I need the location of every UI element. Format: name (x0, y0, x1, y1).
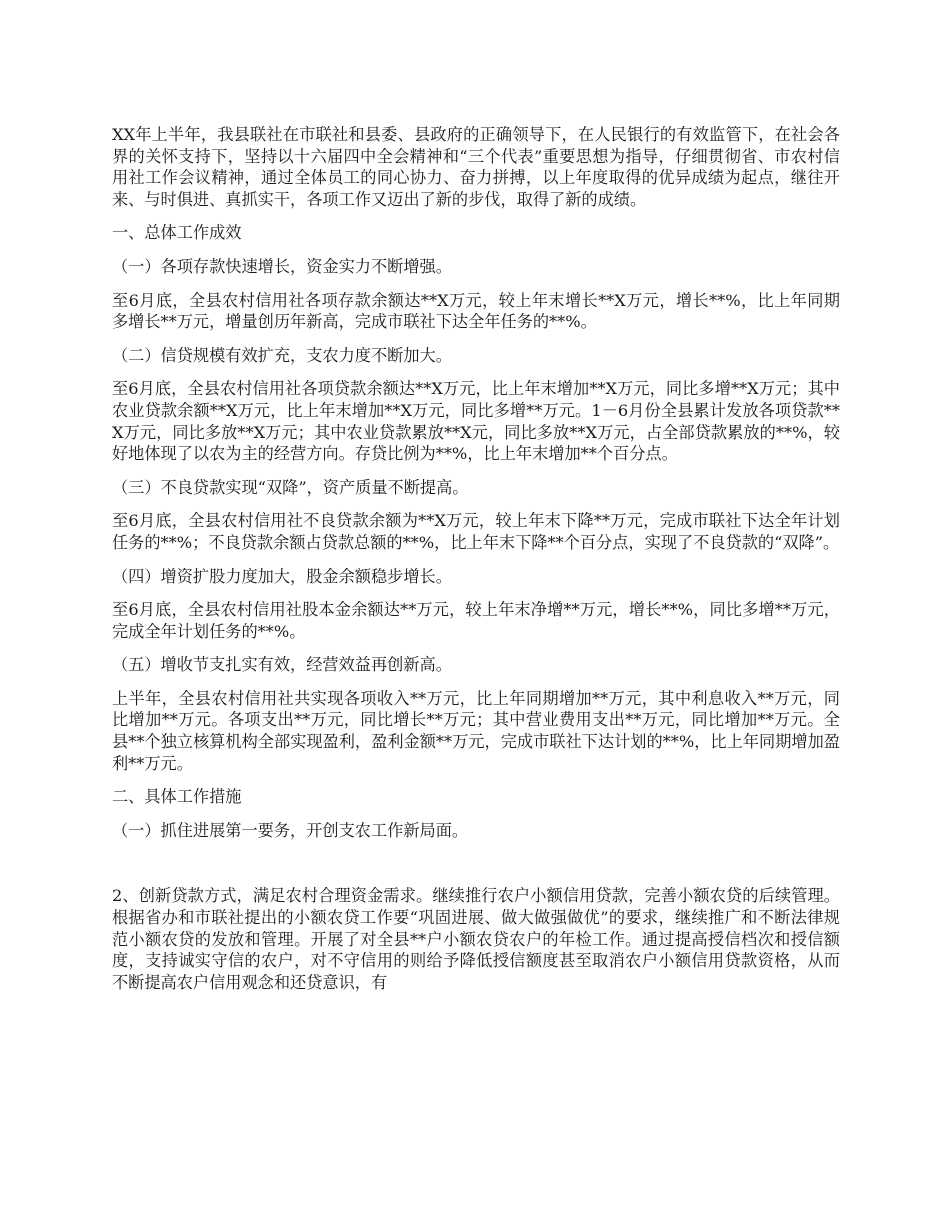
intro-paragraph: XX年上半年，我县联社在市联社和县委、县政府的正确领导下，在人民银行的有效监管下，在社会各界的关怀支持下，坚持以十六届四中全会精神和“三个代表”重要思想为指导，仔细贯彻省、市农村信用社工作会议精神，通过全体员工的同心协力、奋力拼搏，以上年度取得的优异成绩为起点，继往开来、与时俱进、真抓实干，各项工作又迈出了新的步伐，取得了新的成绩。 (112, 125, 840, 209)
subheading-deposits: （一）各项存款快速增长，资金实力不断增强。 (112, 256, 452, 276)
paragraph-deposits: 至6月底，全县农村信用社各项存款余额达**X万元，较上年末增长**X万元，增长**%，比上年同期多增长**万元，增量创历年新高，完成市联社下达全年任务的**%。 (112, 290, 840, 332)
paragraph-bad-loans: 至6月底，全县农村信用社不良贷款余额为**X万元，较上年末下降**万元，完成市联社下达全年计划任务的**%；不良贷款余额占贷款总额的**%，比上年末下降**个百分点，实现了不良贷款的“双降”。 (112, 511, 840, 552)
section-heading-measures: 二、具体工作措施 (112, 787, 242, 807)
section-heading-overall-results: 一、总体工作成效 (112, 223, 242, 243)
subheading-income: （五）增收节支扎实有效，经营效益再创新高。 (112, 655, 452, 675)
paragraph-loan-innovation: 2、创新贷款方式，满足农村合理资金需求。继续推行农户小额信用贷款，完善小额农贷的后续管理。根据省办和市联社提出的小额农贷工作要“巩固进展、做大做强做优”的要求，继续推广和不断法律规范小额农贷的发放和管理。开展了对全县**户小额农贷农户的年检工作。通过提高授信档次和授信额度，支持诚实守信的农户，对不守信用的则给予降低授信额度甚至取消农户小额信用贷款资格，从而不断提高农户信用观念和还贷意识，有 (112, 886, 840, 992)
spacer (112, 853, 840, 885)
paragraph-credit: 至6月底，全县农村信用社各项贷款余额达**X万元，比上年末增加**X万元，同比多增**X万元；其中农业贷款余额**X万元，比上年末增加**X万元，同比多增**万元。1－6月份全县累计发放各项贷款**X万元，同比多放**X万元；其中农业贷款累放**X元，同比多放**X万元，占全部贷款累放的**%，较好地体现了以农为主的经营方向。存贷比例为**%，比上年末增加**个百分点。 (112, 379, 840, 464)
subheading-credit: （二）信贷规模有效扩充，支农力度不断加大。 (112, 345, 452, 365)
paragraph-capital: 至6月底，全县农村信用社股本金余额达**万元，较上年末净增**万元，增长**%，同比多增**万元，完成全年计划任务的**%。 (112, 600, 840, 641)
subheading-bad-loans: （三）不良贷款实现“双降”，资产质量不断提高。 (112, 477, 469, 497)
paragraph-income: 上半年，全县农村信用社共实现各项收入**万元，比上年同期增加**万元，其中利息收入**万元，同比增加**万元。各项支出**万元，同比增长**万元；其中营业费用支出**万元，同比增加**万元。全县**个独立核算机构全部实现盈利，盈利金额**万元，完成市联社下达计划的**%，比上年同期增加盈利**万元。 (112, 688, 840, 773)
document-body (112, 124, 840, 1005)
subheading-capital: （四）增资扩股力度加大，股金余额稳步增长。 (112, 566, 452, 586)
subheading-development: （一）抓住进展第一要务，开创支农工作新局面。 (112, 820, 469, 840)
